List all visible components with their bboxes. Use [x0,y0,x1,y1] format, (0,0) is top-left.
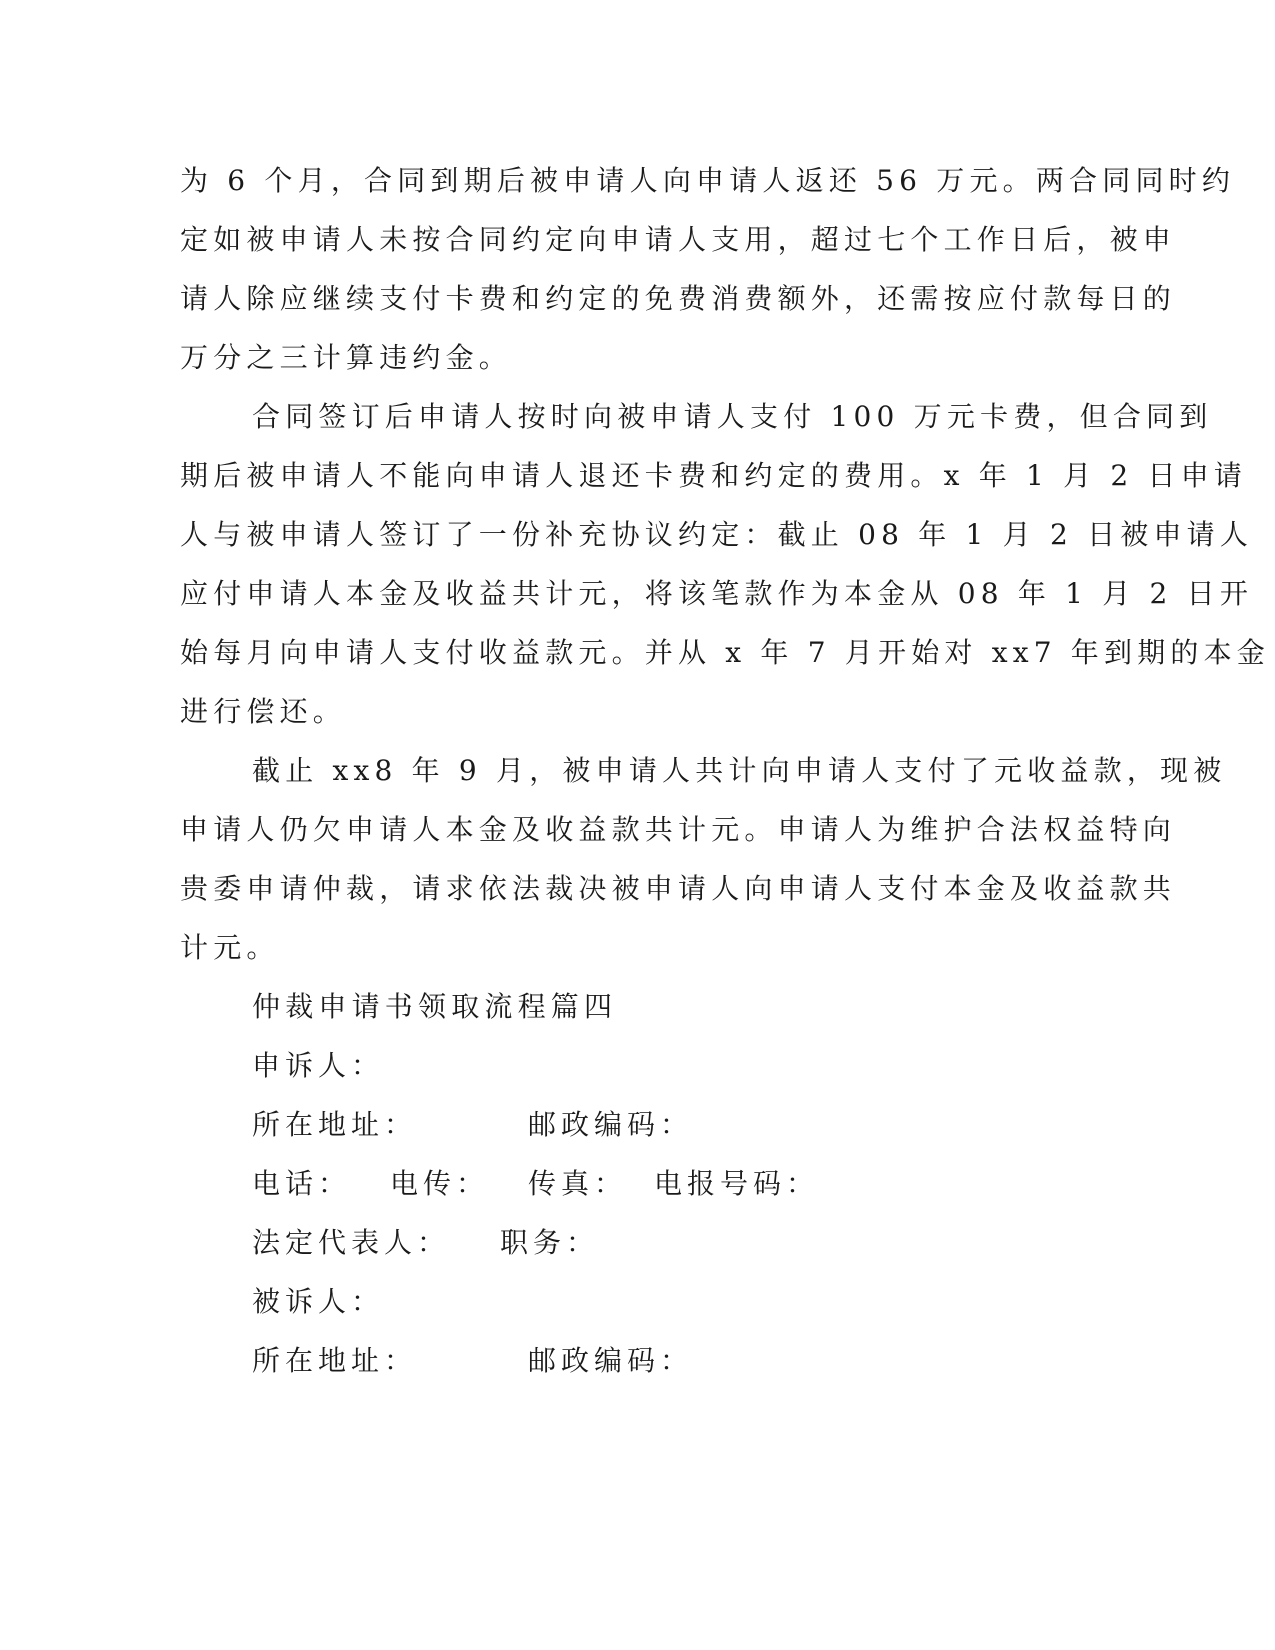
paragraph-3-line-2: 申请人仍欠申请人本金及收益款共计元。申请人为维护合法权益特向 [180,813,1177,846]
respondent-postcode-label: 邮政编码： [528,1344,694,1377]
paragraph-3-line-1: 截止 xx8 年 9 月，被申请人共计向申请人支付了元收益款，现被 [252,754,1227,787]
paragraph-2-line-6: 进行偿还。 [180,695,347,728]
fax-label: 传真： [528,1167,628,1200]
telegram-label: 电报号码： [654,1167,820,1200]
respondent-address-label: 所在地址： [252,1344,418,1377]
paragraph-2-line-4: 应付申请人本金及收益共计元，将该笔款作为本金从 08 年 1 月 2 日开 [180,577,1254,610]
paragraph-1-line-2: 定如被申请人未按合同约定向申请人支用，超过七个工作日后，被申 [180,223,1177,256]
respondent-label: 被诉人： [252,1285,385,1318]
paragraph-2-line-5: 始每月向申请人支付收益款元。并从 x 年 7 月开始对 xx7 年到期的本金 [180,636,1271,669]
complainant-address-label: 所在地址： [252,1108,418,1141]
paragraph-1-line-4: 万分之三计算违约金。 [180,341,513,374]
complainant-label: 申诉人： [252,1049,385,1082]
paragraph-3-line-3: 贵委申请仲裁，请求依法裁决被申请人向申请人支付本金及收益款共 [180,872,1177,905]
paragraph-2-line-3: 人与被申请人签订了一份补充协议约定：截止 08 年 1 月 2 日被申请人 [180,518,1254,551]
paragraph-1-line-1: 为 6 个月，合同到期后被申请人向申请人返还 56 万元。两合同同时约 [180,164,1236,197]
section-title: 仲裁申请书领取流程篇四 [252,990,618,1023]
position-label: 职务： [500,1226,600,1259]
paragraph-2-line-1: 合同签订后申请人按时向被申请人支付 100 万元卡费，但合同到 [252,400,1213,433]
phone-label: 电话： [252,1167,352,1200]
complainant-postcode-label: 邮政编码： [528,1108,694,1141]
paragraph-1-line-3: 请人除应继续支付卡费和约定的免费消费额外，还需按应付款每日的 [180,282,1177,315]
paragraph-2-line-2: 期后被申请人不能向申请人退还卡费和约定的费用。x 年 1 月 2 日申请 [180,459,1248,492]
legal-representative-label: 法定代表人： [252,1226,451,1259]
paragraph-3-line-4: 计元。 [180,931,280,964]
telex-label: 电传： [390,1167,490,1200]
